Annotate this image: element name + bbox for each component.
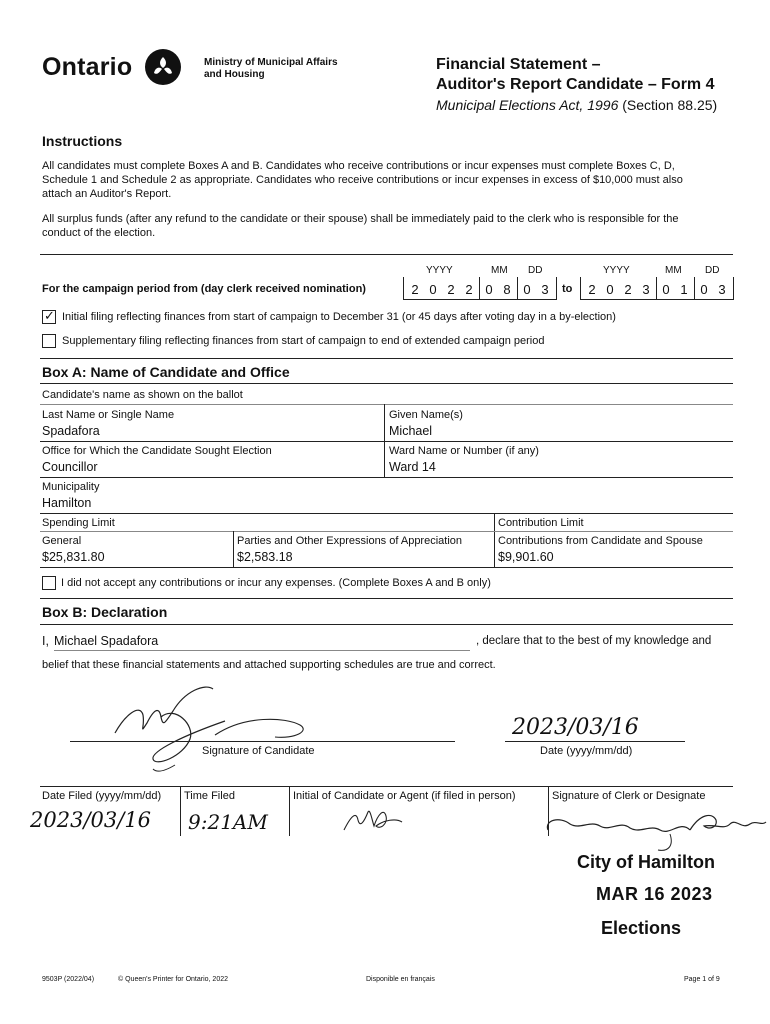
to-digit: 1 (680, 282, 688, 297)
to-digit: 3 (718, 282, 726, 297)
yyyy-label-2: YYYY (603, 265, 630, 276)
campaign-period-label: For the campaign period from (day clerk received nomination) (42, 283, 366, 295)
to-digit: 2 (588, 282, 596, 297)
mm-label: MM (491, 265, 508, 276)
declaration-date-label: Date (yyyy/mm/dd) (540, 745, 633, 757)
to-digit: 0 (700, 282, 708, 297)
declaration-suffix: , declare that to the best of my knowledge and (476, 635, 712, 647)
last-name-label: Last Name or Single Name (42, 409, 175, 421)
general-limit-field[interactable]: $25,831.80 (42, 550, 105, 564)
to-label: to (562, 283, 573, 295)
declaration-date-field[interactable]: 2023/03/16 (512, 715, 639, 740)
parties-label: Parties and Other Expressions of Appreciation (237, 535, 463, 547)
given-name-label: Given Name(s) (389, 409, 463, 421)
instructions-para-2: All surplus funds (after any refund to the candidate or their spouse) shall be immediately paid to the clerk who is responsible for the conduct of the election. (42, 213, 679, 239)
spending-limit-label: Spending Limit (42, 517, 115, 529)
from-digit: 2 (447, 282, 455, 297)
form-title: Financial Statement – Auditor's Report Candidate – Form 4 (436, 56, 715, 93)
instructions-heading: Instructions (42, 133, 123, 149)
from-digit: 0 (485, 282, 493, 297)
candidate-signature-label: Signature of Candidate (202, 745, 315, 757)
declaration-line-2: belief that these financial statements and attached supporting schedules are true and correct. (42, 659, 496, 671)
agent-initial-signature (340, 800, 410, 836)
form-code: 9503P (2022/04) (42, 976, 95, 983)
dd-label: DD (528, 265, 543, 276)
from-digit: 2 (465, 282, 473, 297)
contrib-limit-field[interactable]: $9,901.60 (498, 550, 554, 564)
date-filed-field[interactable]: 2023/03/16 (30, 808, 152, 832)
no-contributions-label: I did not accept any contributions or incur any expenses. (Complete Boxes A and B only) (61, 577, 491, 589)
box-a-heading: Box A: Name of Candidate and Office (42, 364, 290, 380)
divider (40, 254, 733, 255)
page-number: Page 1 of 9 (684, 976, 720, 983)
trillium-logo-icon (145, 49, 181, 85)
to-digit: 2 (624, 282, 632, 297)
checkmark-icon: ✓ (44, 308, 55, 323)
office-label: Office for Which the Candidate Sought Election (42, 445, 272, 457)
initial-filing-label: Initial filing reflecting finances from start of campaign to December 31 (or 45 days after voting day in a by-election) (62, 311, 616, 323)
mm-label-2: MM (665, 265, 682, 276)
box-b-heading: Box B: Declaration (42, 604, 168, 620)
received-stamp-city: City of Hamilton (577, 852, 715, 872)
general-label: General (42, 535, 82, 547)
no-contributions-checkbox[interactable] (42, 576, 56, 590)
copyright: © Queen's Printer for Ontario, 2022 (118, 976, 228, 983)
contrib-label: Contributions from Candidate and Spouse (498, 535, 703, 547)
french-available-link[interactable]: Disponible en français (366, 976, 435, 983)
given-name-field[interactable]: Michael (389, 424, 433, 438)
candidate-signature (95, 675, 375, 775)
to-digit: 3 (642, 282, 650, 297)
yyyy-label: YYYY (426, 265, 453, 276)
ward-field[interactable]: Ward 14 (389, 460, 436, 474)
act-reference: Municipal Elections Act, 1996 (Section 88.25) (436, 97, 718, 113)
instructions-para-1: All candidates must complete Boxes A and B. Candidates who receive contributions or incur expenses must complete Boxes C, D, Schedule 1 and Schedule 2 as appropriate. Candidates who receive contributions or incur expenses in excess of $10,000 must also attach an Auditor's Report. (42, 160, 683, 200)
ward-label: Ward Name or Number (if any) (389, 445, 539, 457)
from-digit: 2 (411, 282, 419, 297)
declaration-name-field[interactable]: Michael Spadafora (54, 634, 159, 648)
office-field[interactable]: Councillor (42, 460, 98, 474)
from-digit: 8 (503, 282, 511, 297)
declaration-prefix: I, (42, 634, 49, 648)
contribution-limit-label: Contribution Limit (498, 517, 584, 529)
to-digit: 0 (606, 282, 614, 297)
initial-filing-checkbox[interactable] (42, 310, 56, 324)
ballot-name-note: Candidate's name as shown on the ballot (42, 389, 243, 401)
to-digit: 0 (662, 282, 670, 297)
clerk-signature (540, 806, 768, 854)
received-stamp-date: MAR 16 2023 (596, 884, 713, 904)
time-filed-label: Time Filed (184, 790, 235, 802)
supplementary-filing-checkbox[interactable] (42, 334, 56, 348)
ministry-name: Ministry of Municipal Affairs and Housing (204, 57, 338, 80)
municipality-field[interactable]: Hamilton (42, 496, 92, 510)
municipality-label: Municipality (42, 481, 100, 493)
time-filed-field[interactable]: 9:21AM (188, 810, 268, 834)
date-filed-label: Date Filed (yyyy/mm/dd) (42, 790, 162, 802)
received-stamp-dept: Elections (601, 918, 682, 938)
supplementary-filing-label: Supplementary filing reflecting finances from start of campaign to end of extended campaign period (62, 335, 545, 347)
initial-label: Initial of Candidate or Agent (if filed in person) (293, 790, 516, 802)
ontario-wordmark: Ontario (42, 53, 133, 81)
dd-label-2: DD (705, 265, 720, 276)
parties-limit-field[interactable]: $2,583.18 (237, 550, 293, 564)
from-digit: 0 (429, 282, 437, 297)
clerk-signature-label: Signature of Clerk or Designate (552, 790, 706, 802)
from-digit: 3 (541, 282, 549, 297)
from-digit: 0 (523, 282, 531, 297)
last-name-field[interactable]: Spadafora (42, 424, 100, 438)
